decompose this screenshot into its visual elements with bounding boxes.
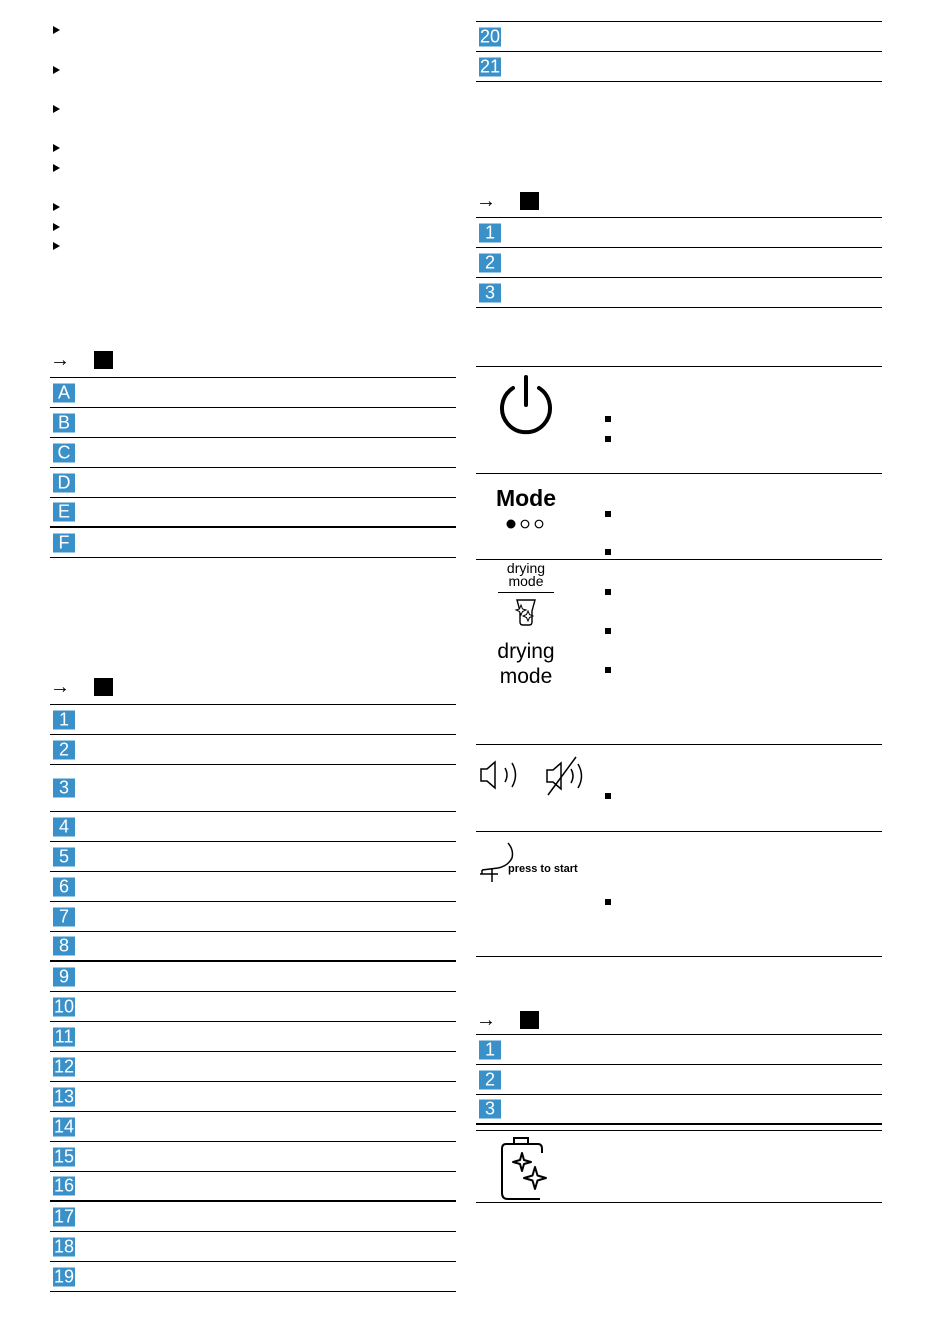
table-row [50,705,456,735]
square-bullet [605,628,611,634]
symbol-row-mode [476,474,882,560]
table-row [50,932,456,962]
table-row [50,408,456,438]
symbol-row-cleaning [476,1131,882,1203]
drying-mode-large-label [486,639,566,689]
table-row [50,438,456,468]
row-tag: 4 [53,817,75,836]
table-row [50,378,456,408]
figure-reference [50,350,113,370]
table-row [50,528,456,558]
table-row [476,22,882,52]
figure-marker [94,678,113,696]
power-icon [496,373,556,437]
row-tag: 19 [54,1266,75,1286]
table-row [476,1095,882,1125]
row-tag: B [53,413,75,432]
row-tag: 15 [54,1146,75,1166]
square-bullet [605,899,611,905]
square-bullet [605,667,611,673]
arrow-icon: → [50,676,70,698]
table-row [50,498,456,528]
number-table [50,704,456,1292]
table-row [50,962,456,992]
drying-small-text: drying [506,560,546,576]
divider [498,592,554,593]
row-tag: 6 [53,877,75,896]
cleaning-icon [500,1135,550,1201]
square-bullet [605,511,611,517]
row-tag: 7 [53,907,75,926]
square-bullet [605,416,611,422]
table-row [50,765,456,812]
row-tag: A [53,383,75,402]
symbol-row-drying-mode [476,560,882,745]
letter-table [50,377,456,558]
row-tag: 20 [480,26,501,46]
row-tag: 11 [54,1026,74,1046]
table-row [50,1052,456,1082]
drying-mode-small-label [494,562,558,588]
bullet-marker [53,66,60,74]
figure-reference [476,1010,539,1030]
bullet-marker [53,242,60,250]
square-bullet [605,549,611,555]
square-bullet [605,436,611,442]
row-tag: 2 [479,253,501,272]
arrow-icon: → [50,349,70,371]
table-row [476,52,882,82]
bullet-marker [53,223,60,231]
symbol-table [476,366,882,957]
bullet-marker [53,26,60,34]
bullet-marker [53,144,60,152]
row-tag: 18 [54,1236,75,1256]
square-bullet [605,589,611,595]
bullet-marker [53,105,60,113]
table-row [50,992,456,1022]
arrow-icon: → [476,1009,496,1031]
figure-reference [50,677,113,697]
bullet-marker [53,164,60,172]
bullet-marker [53,203,60,211]
row-tag: E [53,503,75,522]
row-tag: 17 [54,1206,75,1226]
symbol-row-press-to-start [476,832,882,957]
row-tag: 13 [54,1086,75,1106]
arrow-icon: → [476,190,496,212]
sound-off-icon [544,755,592,797]
table-row [50,1112,456,1142]
row-tag: C [53,443,75,462]
table-row [50,812,456,842]
row-tag: 1 [53,710,75,729]
row-tag: 3 [53,779,75,798]
table-row [50,468,456,498]
row-tag: D [53,473,75,492]
table-row [50,1142,456,1172]
symbol-row-sound [476,745,882,832]
small-table-2 [476,1034,882,1125]
foot-icon [478,840,516,884]
sound-on-icon [478,757,526,793]
row-tag: 10 [54,996,75,1016]
row-tag: 14 [54,1116,75,1136]
figure-marker [520,192,539,210]
row-tag: 3 [479,283,501,302]
table-row [50,842,456,872]
mode-small-text: mode [508,573,544,589]
table-row [50,1202,456,1232]
row-tag: 8 [53,937,75,956]
mode-label: Mode [495,485,557,511]
table-row [50,872,456,902]
square-bullet [605,793,611,799]
figure-marker [94,351,113,369]
mode-dots-icon [505,518,547,530]
figure-marker [520,1011,539,1029]
table-row [476,1035,882,1065]
table-row [476,218,882,248]
table-row [50,1232,456,1262]
press-to-start-label: press to start [508,863,578,875]
drying-mode-icon [512,597,540,629]
row-tag: 3 [479,1100,501,1119]
row-tag: 1 [479,1040,501,1059]
mode-large-text: mode [499,665,553,688]
table-row [50,1082,456,1112]
number-table-continued [476,21,882,82]
small-table [476,217,882,308]
table-row [476,248,882,278]
drying-large-text: drying [497,640,555,663]
symbol-row-power [476,367,882,474]
figure-reference [476,191,539,211]
row-tag: 12 [54,1056,75,1076]
row-tag: 16 [54,1175,75,1196]
row-tag: 2 [479,1070,501,1089]
row-tag: 2 [53,740,75,759]
table-row [50,902,456,932]
table-row [50,1022,456,1052]
row-tag: 1 [479,223,501,242]
row-tag: 5 [53,847,75,866]
table-row [50,735,456,765]
row-tag: 9 [53,967,75,986]
table-row [476,1065,882,1095]
cleaning-symbol-table [476,1130,882,1203]
table-row [476,278,882,308]
table-row [50,1262,456,1292]
row-tag: F [53,533,75,552]
table-row [50,1172,456,1202]
row-tag: 21 [480,56,501,76]
